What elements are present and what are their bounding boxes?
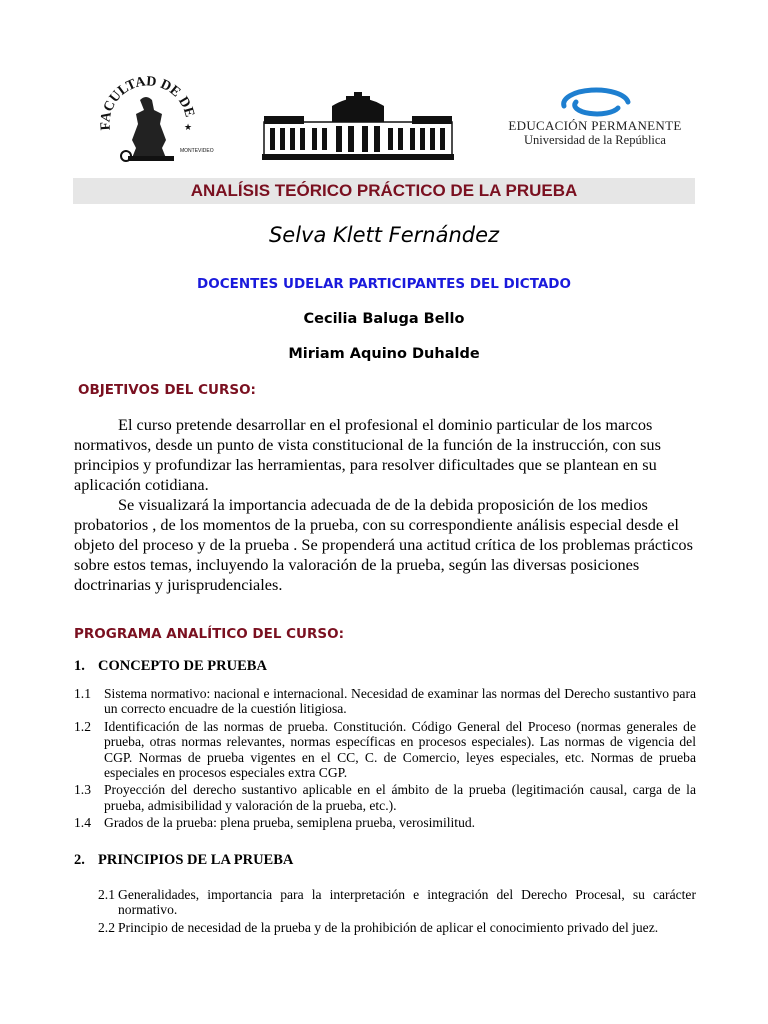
title-band bbox=[73, 178, 695, 204]
list-item bbox=[74, 782, 696, 813]
seal-arc-text: FACULTAD DE DE bbox=[98, 74, 197, 131]
svg-text:★: ★ bbox=[184, 122, 193, 132]
objectives-body bbox=[74, 415, 694, 595]
section-title: CONCEPTO DE PRUEBA bbox=[98, 658, 267, 674]
list-item bbox=[74, 686, 696, 717]
university-building-logo bbox=[262, 92, 454, 162]
section-number: 1. bbox=[74, 658, 85, 674]
ep-logo-line2: Universidad de la República bbox=[524, 133, 666, 147]
objectives-heading: OBJETIVOS DEL CURSO: bbox=[78, 382, 256, 398]
program-heading: PROGRAMA ANALÍTICO DEL CURSO: bbox=[74, 626, 344, 642]
item-number: 1.2 bbox=[74, 718, 91, 734]
item-text: Generalidades, importancia para la interpretación e integración del Derecho Procesal, su carácter normativo. bbox=[118, 887, 696, 918]
list-item bbox=[74, 815, 696, 830]
objectives-paragraph: Se visualizará la importancia adecuada de de la debida proposición de los medios probatorios , de los momentos de la prueba, con su correspondiente análisis especial desde el objeto del proceso y de la prueba . Se propenderá una actitud crítica de los problemas prácticos sobre estos temas, incluyendo la valoración de la prueba, según las diversas posiciones doctrinarias y jurisprudenciales. bbox=[74, 495, 693, 594]
item-number: 2.2 bbox=[98, 919, 115, 935]
item-text: Principio de necesidad de la prueba y de la prohibición de aplicar el conocimiento privado del juez. bbox=[118, 919, 659, 935]
item-text: Grados de la prueba: plena prueba, semiplena prueba, verosimilitud. bbox=[104, 815, 476, 831]
section-heading bbox=[74, 658, 267, 675]
list-item bbox=[74, 719, 696, 781]
document-title: ANALÍSIS TEÓRICO PRÁCTICO DE LA PRUEBA bbox=[190, 181, 578, 200]
ep-logo-line1: EDUCACIÓN PERMANENTE bbox=[508, 118, 682, 133]
section-items bbox=[74, 686, 696, 831]
teacher-name: Cecilia Baluga Bello bbox=[303, 311, 465, 327]
item-number: 2.1 bbox=[98, 887, 115, 902]
list-item bbox=[74, 887, 696, 918]
seal-small-text: MONTEVIDEO bbox=[180, 148, 214, 154]
item-text: Identificación de las normas de prueba. Constitución. Código General del Proceso (normas generales de prueba, otras normas relevantes, normas específicas en procesos especiales). Las normas de vigencia del CGP. Normas de prueba vigentes en el CC, C. de Comercio, leyes especiales, etc. Normas de prueba especiales en procesos especiales extra CGP. bbox=[104, 718, 696, 781]
educacion-permanente-logo bbox=[500, 82, 690, 152]
faculty-of-law-logo bbox=[80, 68, 230, 168]
section-heading bbox=[74, 852, 293, 869]
section-title: PRINCIPIOS DE LA PRUEBA bbox=[98, 852, 294, 868]
item-number: 1.3 bbox=[74, 782, 91, 798]
section-items bbox=[74, 887, 696, 935]
list-item bbox=[74, 920, 696, 935]
teachers-heading: DOCENTES UDELAR PARTICIPANTES DEL DICTADO bbox=[197, 276, 571, 292]
author-name: Selva Klett Fernández bbox=[268, 223, 500, 247]
item-text: Sistema normativo: nacional e internacional. Necesidad de examinar las normas del Derecho sustantivo para un correcto encuadre de la cuestión litigiosa. bbox=[104, 686, 696, 717]
item-text: Proyección del derecho sustantivo aplicable en el ámbito de la prueba (legitimación causal, carga de la prueba, admisibilidad y valoración de la prueba, etc.). bbox=[104, 782, 696, 813]
item-number: 1.4 bbox=[74, 815, 91, 831]
objectives-paragraph: El curso pretende desarrollar en el profesional el dominio particular de los marcos normativos, desde un punto de vista constitucional de la función de la instrucción, con sus principios y profundizar las herramientas, para resolver dificultades que se plantean en su aplicación cotidiana. bbox=[74, 415, 661, 494]
item-number: 1.1 bbox=[74, 686, 91, 701]
teacher-name: Miriam Aquino Duhalde bbox=[288, 346, 480, 362]
section-number: 2. bbox=[74, 852, 85, 868]
